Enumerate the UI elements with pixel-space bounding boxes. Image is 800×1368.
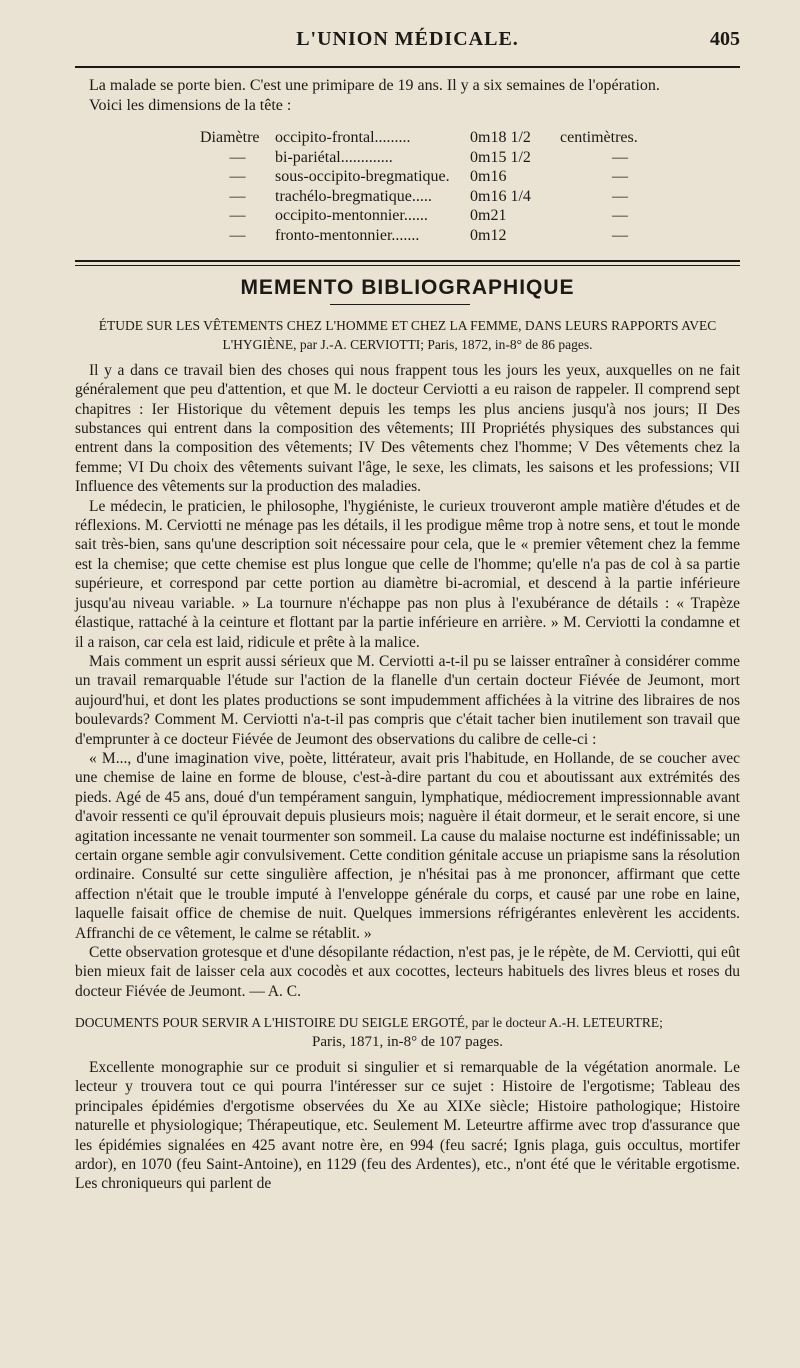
review-1-ref-line-2: L'HYGIÈNE, par J.-A. CERVIOTTI; Paris, 1872, in-8° de 86 pages. (222, 337, 593, 353)
intro-line-1: La malade se porte bien. C'est une primipare de 19 ans. Il y a six semaines de l'opération. (89, 77, 660, 94)
dimension-label: trachélo-bregmatique..... (275, 187, 432, 205)
dimension-unit: — (612, 148, 628, 166)
dimension-unit: — (612, 207, 628, 225)
dimension-value: 0m21 (470, 207, 507, 225)
section-rule-top-thin (75, 265, 740, 266)
dimension-label: bi-pariétal............. (275, 148, 393, 166)
dimension-row (200, 128, 680, 148)
dimension-lead: — (229, 226, 246, 244)
dimension-unit: — (612, 187, 628, 205)
dimension-value: 0m12 (470, 226, 507, 244)
review-1-quote: « M..., d'une imagination vive, poète, littérateur, avait pris l'habitude, en Hollande, de se coucher avec une chemise de laine en forme de blouse, c'est-à-dire partant du cou et aboutissant aux extrémités des pieds. Agé de 45 ans, doué d'un tempérament sanguin, lymphatique, médiocrement impressionnable avant d'avoir ressenti ce qu'il éprouvait depuis plusieurs mois; naguère il était dormeur, et le serait encore, si une agitation incessante ne venait tourmenter son sommeil. La cause du malaise nocturne est indéfinissable; un certain organe semble agir convulsivement. Cette condition génitale accuse un priapisme sans la résolution ordinaire. Consulté sur cette singulière affection, je n'hésitai pas à me prononcer, affirmant que cette affection n'était que le trouble imputé à l'enveloppe générale du corps, et causé par une robe en laine, laquelle faisait office de chemise de nuit. Quelques immersions réfrigérantes enlevèrent les accidents. Affranchi de ce vêtement, le calme se rétablit. » (75, 749, 740, 942)
review-1-ref-line-1: ÉTUDE SUR LES VÊTEMENTS CHEZ L'HOMME ET CHEZ LA FEMME, DANS LEURS RAPPORTS AVEC (98, 318, 717, 333)
dimension-value: 0m18 1/2 (470, 129, 531, 146)
review-1-paragraph-5 (75, 943, 740, 1001)
review-1-conclusion: Cette observation grotesque et d'une désopilante rédaction, n'est pas, je le répète, de M. Cerviotti, qui eût bien mieux fait de laisser cela aux cocodès et aux cocottes, lecteurs habituels des livres bleus et roses du docteur Fiévée de Jeumont. (75, 944, 740, 1000)
dimension-unit: — (612, 168, 628, 186)
page-number: 405 (710, 28, 740, 50)
dimension-unit: — (612, 226, 628, 244)
dimension-lead: — (229, 187, 246, 205)
intro-paragraph (75, 76, 740, 116)
intro-line-2: Voici les dimensions de la tête : (89, 97, 292, 114)
review-2-ref-line-1: DOCUMENTS POUR SERVIR A L'HISTOIRE DU SEIGLE ERGOTÉ, par le docteur A.-H. LETEURTRE; (75, 1015, 663, 1031)
running-header (75, 28, 740, 62)
dimension-value: 0m15 1/2 (470, 148, 531, 166)
dimension-lead: — (229, 207, 246, 225)
dimension-unit: centimètres. (560, 129, 638, 146)
dimension-label: fronto-mentonnier....... (275, 226, 420, 244)
dimension-lead: — (229, 148, 246, 166)
dimension-lead: — (229, 168, 246, 186)
article-body (75, 316, 740, 1194)
review-2-ref-line-2: Paris, 1871, in-8° de 107 pages. (312, 1033, 503, 1050)
dimension-row (200, 226, 680, 246)
dimension-row (200, 148, 680, 168)
header-rule (75, 66, 740, 68)
dimension-row (200, 187, 680, 207)
dimension-value: 0m16 1/4 (470, 187, 531, 205)
review-1-paragraph-1: Il y a dans ce travail bien des choses qui nous frappent tous les jours les yeux, auxquelles on ne fait généralement que peu d'attention, et que M. le docteur Cerviotti a eu raison de rappeler. Il comprend sept chapitres : Ier Historique du vêtement depuis les temps les plus anciens jusqu'à nos jours; II Des substances qui entrent dans la composition des vêtements; III Propriétés physiques des substances qui entrent dans la composition des vêtements; IV Des vêtements chez l'homme; V Des vêtements chez la femme; VI Du choix des vêtements suivant l'âge, le sexe, les climats, les saisons et les professions; VII Influence des vêtements sur la production des maladies. (75, 361, 740, 496)
section-title-underline (330, 304, 470, 305)
dimension-lead: Diamètre (200, 129, 260, 146)
journal-title: L'UNION MÉDICALE. (296, 28, 519, 50)
dimension-label: occipito-mentonnier...... (275, 207, 428, 225)
dimension-row (200, 167, 680, 187)
dimension-value: 0m16 (470, 168, 507, 186)
review-1-signature: — A. C. (249, 982, 302, 1000)
dimension-label: occipito-frontal......... (275, 129, 411, 146)
dimensions-table (200, 128, 680, 246)
section-title: MEMENTO BIBLIOGRAPHIQUE (240, 276, 575, 299)
dimension-label: sous-occipito-bregmatique. (275, 168, 450, 186)
review-1-paragraph-3: Mais comment un esprit aussi sérieux que M. Cerviotti a-t-il pu se laisser entraîner à considérer comme un travail remarquable l'étude sur l'action de la flanelle d'un certain docteur Fiévée de Jeumont, mort aujourd'hui, et dont les plates productions se sont impudemment affichées à la vitrine des libraires de nos boulevards? Comment M. Cerviotti n'a-t-il pas compris que c'était tacher bien inutilement son travail que d'emprunter à ce docteur Fiévée de Jeumont des observations du calibre de celle-ci : (75, 652, 740, 748)
review-1-paragraph-2: Le médecin, le praticien, le philosophe, l'hygiéniste, le curieux trouveront ample matière d'études et de réflexions. M. Cerviotti ne ménage pas les détails, il les prodigue même trop à notre sens, et tout le monde sait très-bien, sans qu'une description soit nécessaire pour cela, que le « premier vêtement chez la femme est la chemise; que cette chemise est plus longue que celle de l'homme; qu'elle n'a pas de col à sa partie supérieure, et correspond par cette portion au diamètre bi-acromial, et descend à la partie inférieure jusqu'au niveau variable. » La tournure n'échappe pas non plus à l'exubérance de détails : « Trapèze élastique, rattaché à la ceinture et flottant par la partie inférieure en arrière. » M. Cerviotti la condamne et il a raison, car cela est laid, ridicule et prête à la malice. (75, 497, 740, 651)
review-2-paragraph-1: Excellente monographie sur ce produit si singulier et si remarquable de la végétation anormale. Le lecteur y trouvera tout ce qui pourra l'intéresser sur ce sujet : Histoire de l'ergotisme; Tableau des principales épidémies d'ergotisme observées du Xe au XIXe siècle; Histoire pathologique; Histoire naturelle et physiologique; Thérapeutique, etc. Seulement M. Leteurtre affirme avec trop d'assurance que les épidémies signalées en 425 avant notre ère, en 994 (feu sacré; Ignis plaga, guis occultus, mortifer ardor), en 1070 (feu Saint-Antoine), en 1129 (feu des Ardentes), etc., n'ont été que le véritable ergotisme. Les chroniqueurs qui parlent de (75, 1059, 740, 1193)
review-1-reference (75, 316, 740, 355)
section-rule-top (75, 260, 740, 262)
review-2-reference (75, 1013, 740, 1032)
dimension-row (200, 206, 680, 226)
